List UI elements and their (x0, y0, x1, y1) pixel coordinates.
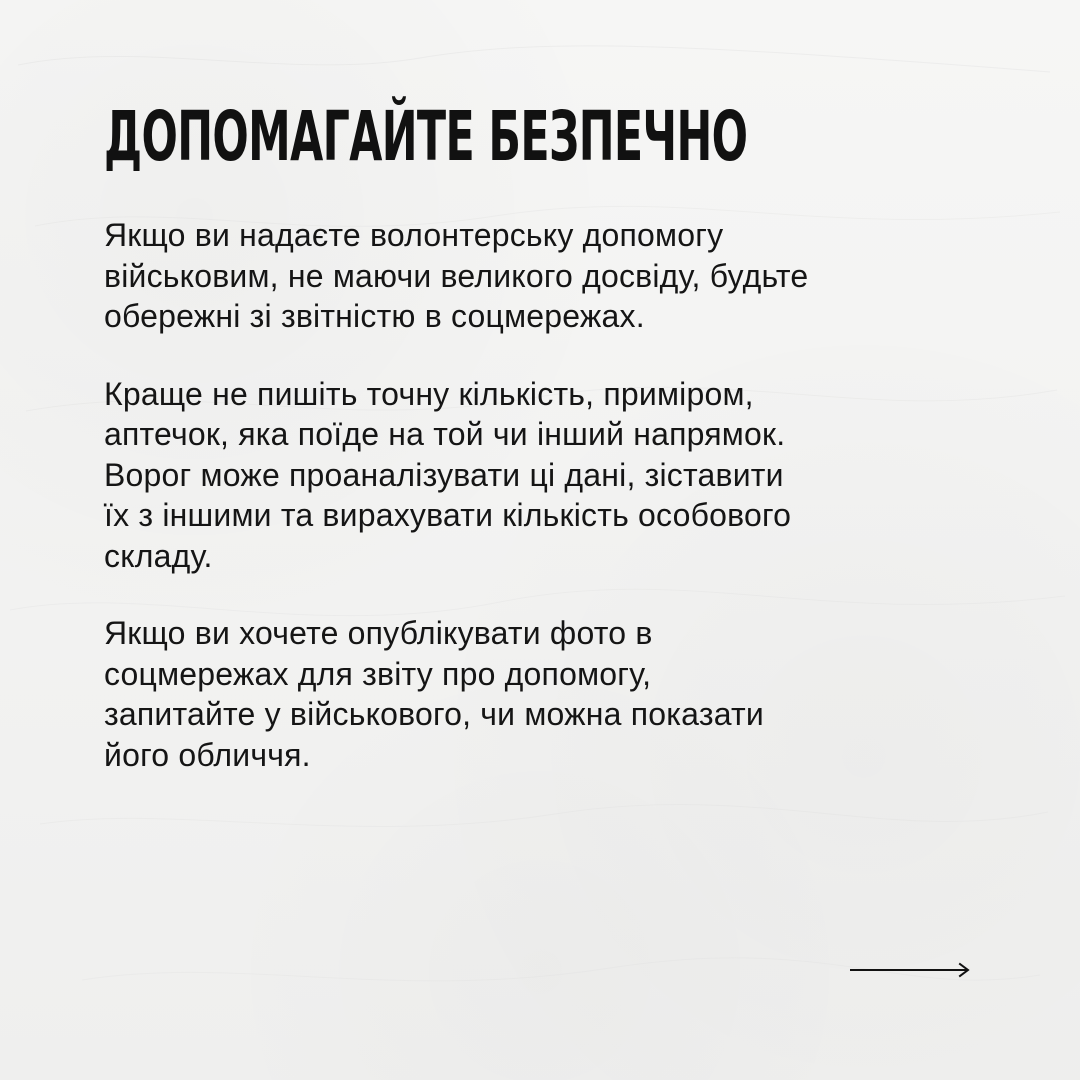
paragraph-3: Якщо ви хочете опублікувати фото в соцмережах для звіту про допомогу, запитайте у військового, чи можна показати його обличчя. (104, 615, 764, 773)
page-title: ДОПОМАГАЙТЕ БЕЗПЕЧНО (104, 97, 748, 177)
paragraph-1: Якщо ви надаєте волонтерську допомогу військовим, не маючи великого досвіду, будьте обережні зі звітністю в соцмережах. (104, 217, 809, 334)
texture-stroke (40, 805, 1048, 827)
texture-stroke (18, 46, 1050, 72)
paragraph-2: Краще не пишіть точну кількість, приміром, аптечок, яка поїде на той чи інший напрямок. Ворог може проаналізувати ці дані, зіставити їх з іншими та вирахувати кількість особового складу. (104, 375, 792, 574)
content-block (104, 97, 1004, 773)
next-slide-button[interactable] (850, 957, 974, 983)
arrow-right-icon (850, 957, 974, 983)
body-text (104, 215, 984, 775)
